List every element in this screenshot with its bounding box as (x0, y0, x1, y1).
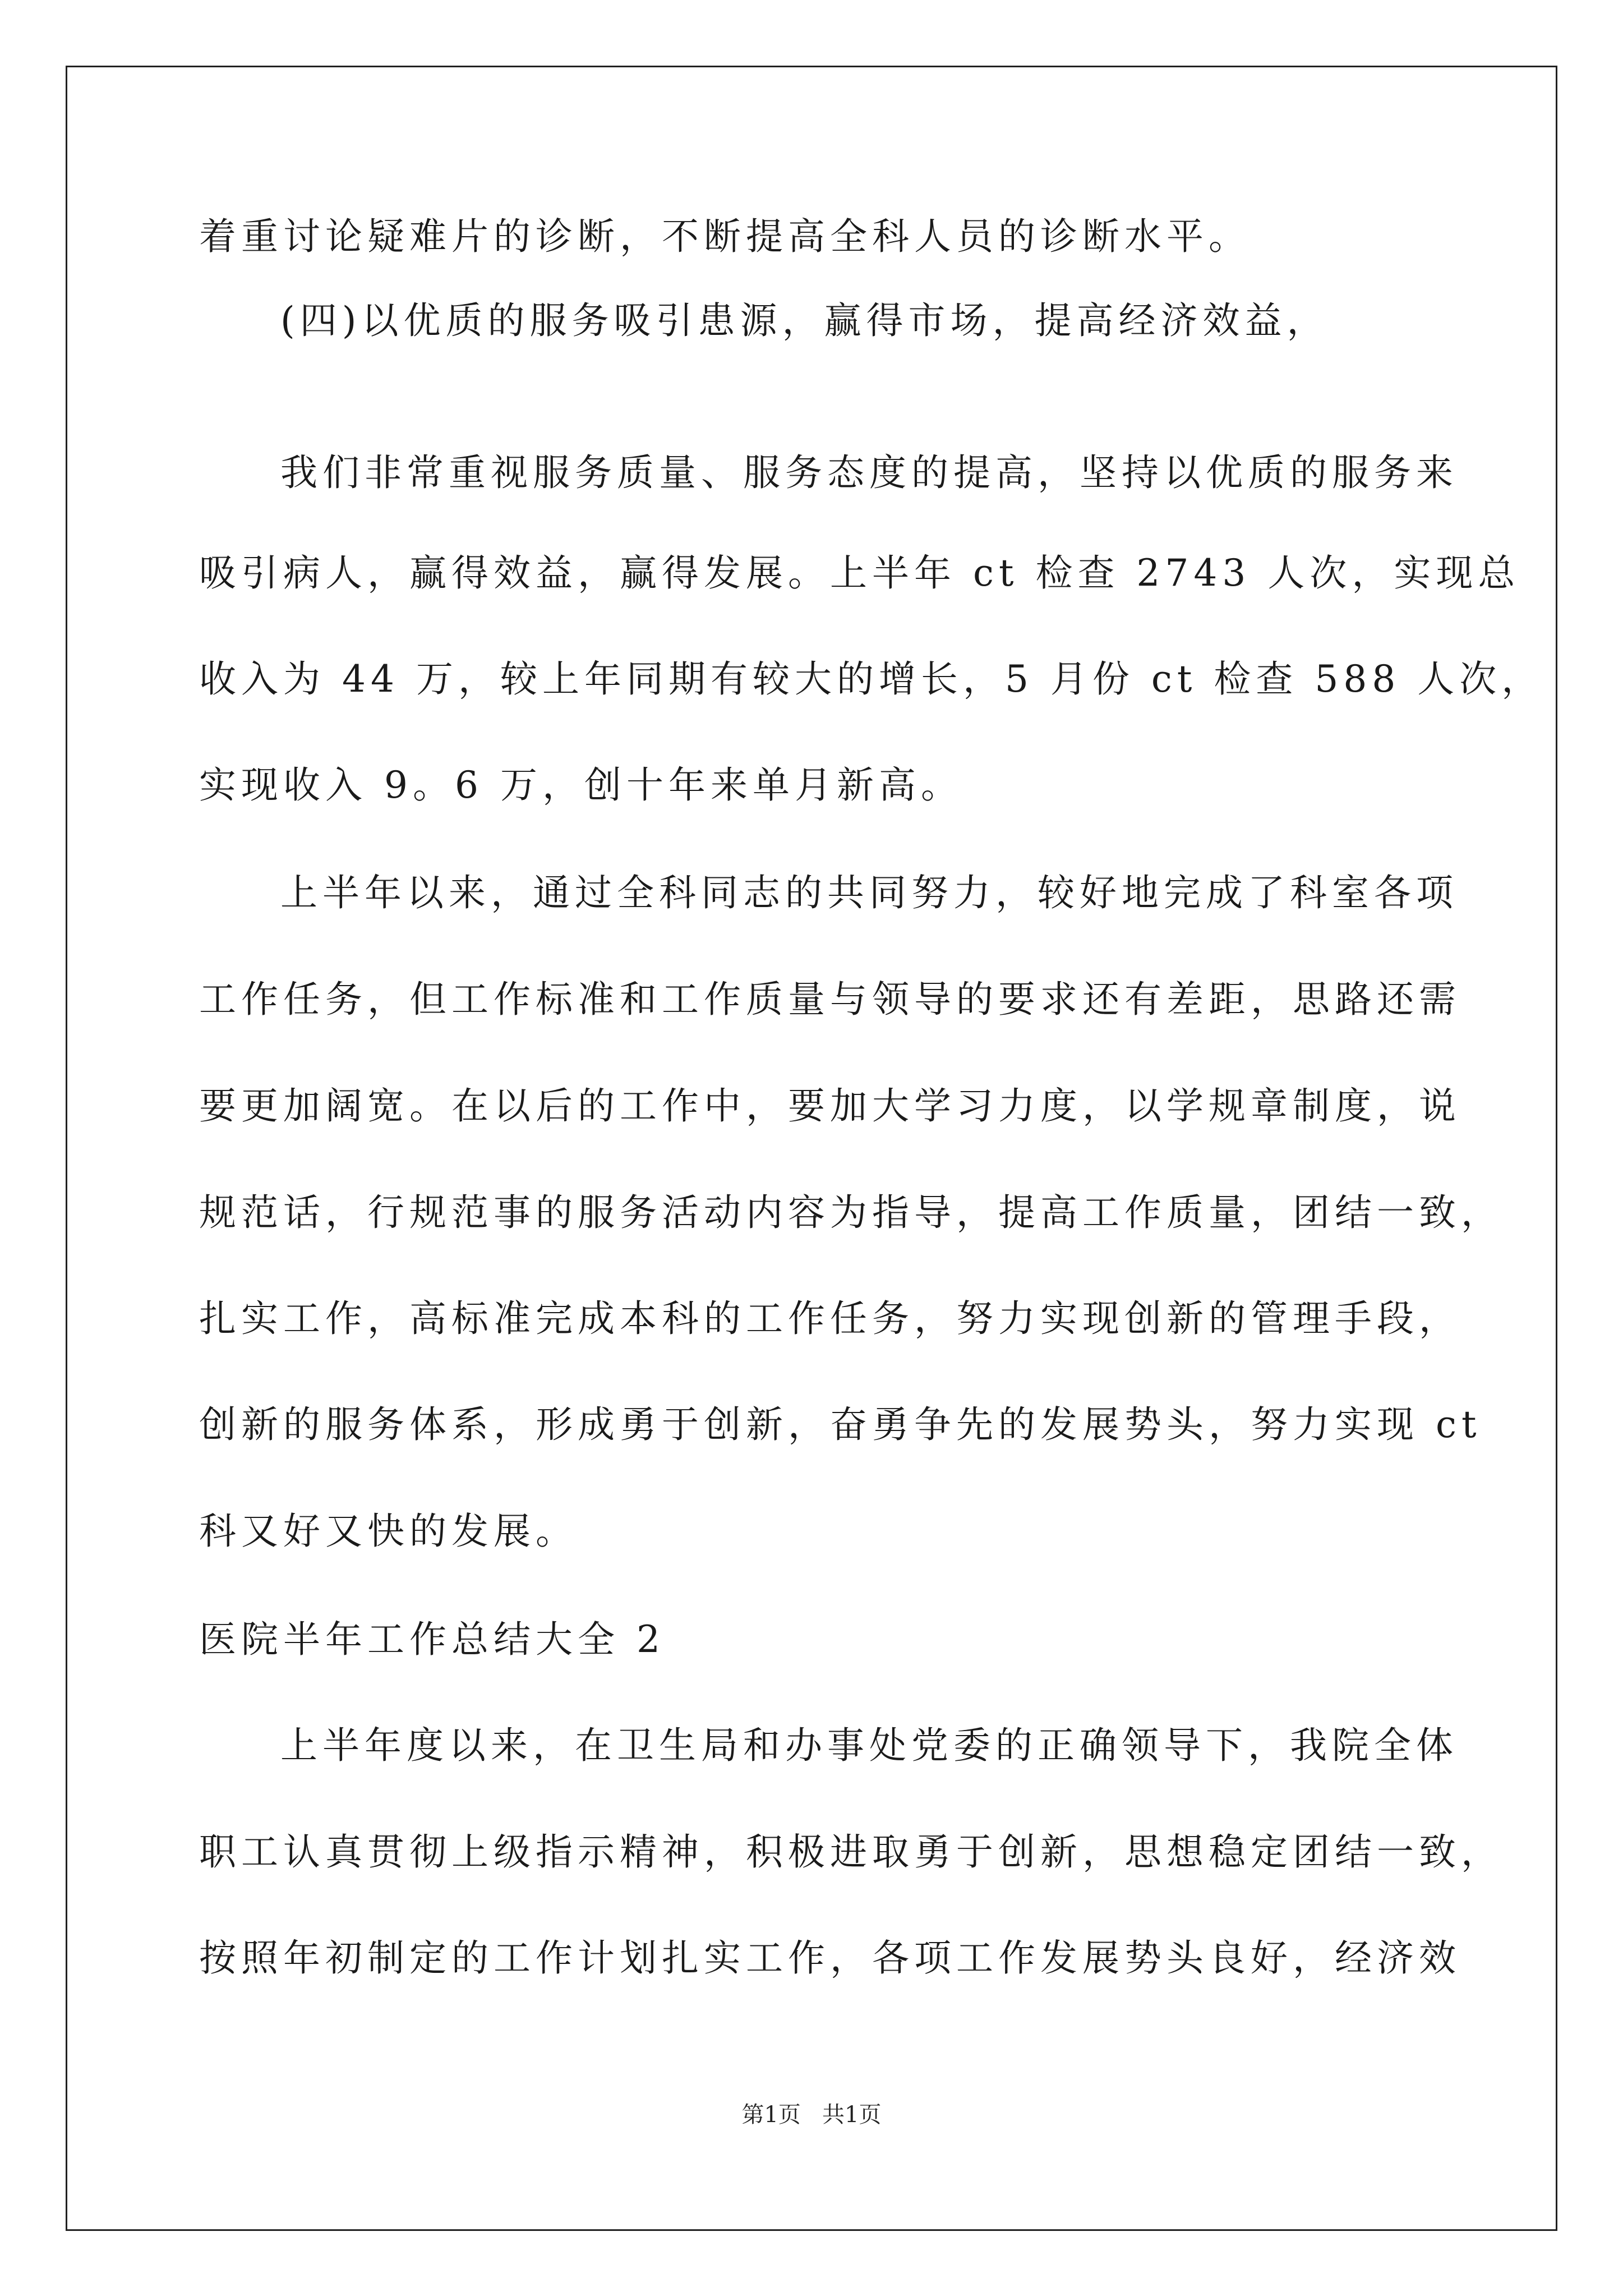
body-line: 吸引病人，赢得效益，赢得发展。上半年 ct 检查 2743 人次，实现总 (199, 551, 1520, 595)
body-line: 上半年以来，通过全科同志的共同努力，较好地完成了科室各项 (280, 871, 1458, 914)
body-line: 着重讨论疑难片的诊断，不断提高全科人员的诊断水平。 (199, 215, 1251, 258)
section-heading: (四)以优质的服务吸引患源，赢得市场，提高经济效益， (280, 299, 1329, 342)
body-line: 扎实工作，高标准完成本科的工作任务，努力实现创新的管理手段， (199, 1297, 1461, 1340)
body-line: 要更加阔宽。在以后的工作中，要加大学习力度，以学规章制度，说 (199, 1084, 1461, 1128)
body-line: 职工认真贯彻上级指示精神，积极进取勇于创新，思想稳定团结一致， (199, 1830, 1503, 1874)
body-line: 按照年初制定的工作计划扎实工作，各项工作发展势头良好，经济效 (199, 1936, 1461, 1980)
body-line: 收入为 44 万，较上年同期有较大的增长，5 月份 ct 检查 588 人次， (199, 657, 1544, 701)
body-line: 规范话，行规范事的服务活动内容为指导，提高工作质量，团结一致， (199, 1191, 1503, 1234)
page-number: 第1页 共1页 (741, 2102, 882, 2128)
body-line: 上半年度以来，在卫生局和办事处党委的正确领导下，我院全体 (280, 1724, 1458, 1767)
document-title: 医院半年工作总结大全 2 (199, 1618, 665, 1661)
page-frame (66, 66, 1557, 2231)
body-line: 实现收入 9。6 万，创十年来单月新高。 (199, 763, 963, 807)
body-line: 创新的服务体系，形成勇于创新，奋勇争先的发展势头，努力实现 ct (199, 1403, 1482, 1446)
body-line: 工作任务，但工作标准和工作质量与领导的要求还有差距，思路还需 (199, 978, 1461, 1021)
body-line: 科又好又快的发展。 (199, 1510, 578, 1553)
body-line: 我们非常重视服务质量、服务态度的提高，坚持以优质的服务来 (280, 451, 1458, 494)
